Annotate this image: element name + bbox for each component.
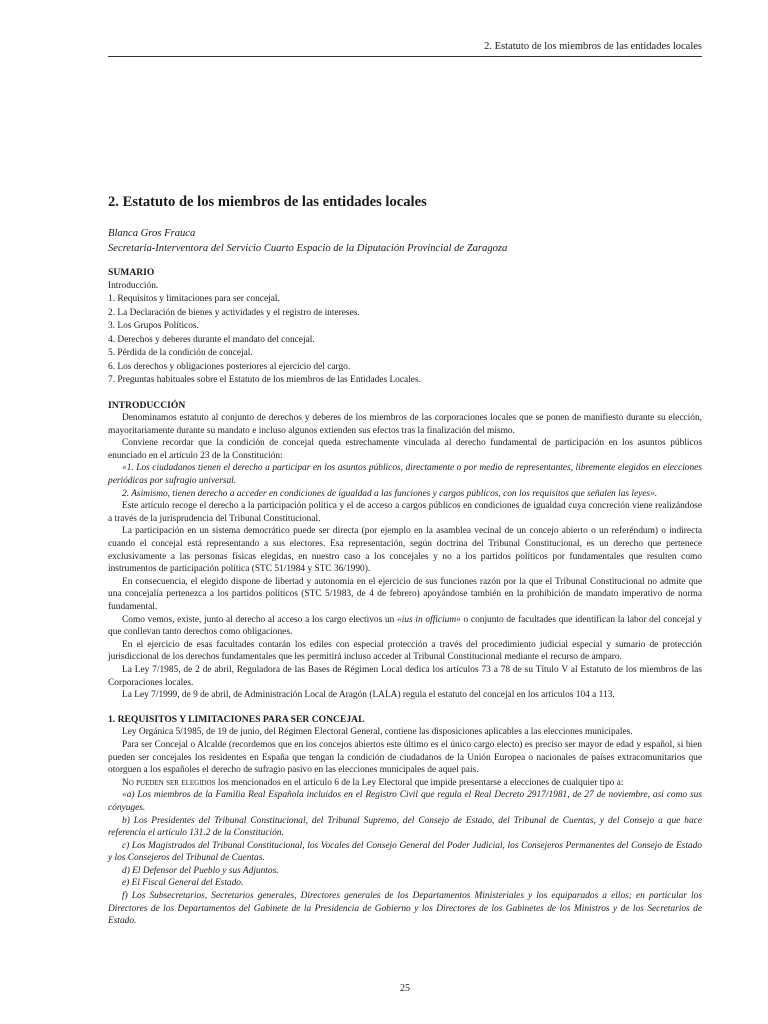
summary-item: 7. Preguntas habituales sobre el Estatuto de los miembros de las Entidades Locales. [108, 375, 421, 385]
text-run: o conjunto de facultades que identifican la labor del concejal y que conllevan tanto derechos como obligaciones. [108, 614, 702, 638]
paragraph: Este artículo recoge el derecho a la participación política y el de acceso a cargos públicos en condiciones de igualdad cuya concreción viene realizándose a través de la jurisprudencia del Tribunal Constitucional. [108, 501, 702, 524]
author-affiliation: Secretaria-Interventora del Servicio Cuarto Espacio de la Diputación Provincial de Zaragoza [108, 243, 508, 254]
paragraph [108, 614, 702, 639]
quote-paragraph: «1. Los ciudadanos tienen el derecho a participar en los asuntos públicos, directamente o por medio de representantes, libremente elegidos en elecciones periódicas por sufragio universal. [108, 463, 702, 487]
quote-paragraph: 2. Asimismo, tienen derecho a acceder en condiciones de igualdad a las funciones y cargos públicos, con los requisitos que señalen las leyes». [122, 488, 658, 499]
requirements-heading: 1. REQUISITOS Y LIMITACIONES PARA SER CONCEJAL [108, 713, 365, 725]
paragraph: En el ejercicio de esas facultades contarán los ediles con especial protección a través del procedimiento judicial especial y sumario de protección jurisdiccional de los derechos fundamentales que les permitirá incluso acceder al Tribunal Constitucional mediante el recurso de amparo. [108, 639, 702, 663]
page-content [108, 192, 702, 928]
paragraph: La Ley 7/1999, de 9 de abril, de Administración Local de Aragón (LALA) regula el estatuto del concejal en los artículos 104 a 113. [122, 690, 615, 701]
list-item: «a) Los miembros de la Familia Real Española incluidos en el Registro Civil que regula el Real Decreto 2917/1981, de 27 de noviembre, así como sus cónyuges. [108, 790, 702, 813]
page-number: 25 [400, 983, 410, 994]
list-item: b) Los Presidentes del Tribunal Constitucional, del Tribunal Supremo, del Consejo de Estado, del Tribunal de Cuentas, y del Consejo a que hace referencia el artículo 131.2 de la Constitución. [108, 815, 702, 839]
introduction-section [108, 400, 702, 702]
running-header: 2. Estatuto de los miembros de las entidades locales [484, 41, 702, 52]
list-item: f) Los Subsecretarios, Secretarios generales, Directores generales de los Departamentos Ministeriales y los equiparados a ellos; en particular los Directores de los Departamentos del Gabinete de la Presidencia de Gobierno y los Directores de los Gabinetes de los Ministros y de los Secretarios de Estado. [108, 891, 702, 927]
author-name: Blanca Gros Frauca [108, 228, 196, 239]
paragraph: La participación en un sistema democrático puede ser directa (por ejemplo en la asamblea vecinal de un concejo abierto o un referéndum) o indirecta cuando el concejal está representando a sus electores. Esa representación, según doctrina del Tribunal Constitucional, es un derecho que pertenece exclusivamente a las personas físicas elegidas, en nuestro caso a los concejales y no a los partidos políticos por fundamentales que resulten como instrumentos de participación política (STC 51/1984 y STC 36/1990). [108, 526, 702, 575]
summary-item: 6. Los derechos y obligaciones posteriores al ejercicio del cargo. [108, 361, 351, 372]
section-spacer [108, 702, 702, 714]
latin-term: «ius in officium» [397, 614, 461, 625]
paragraph: Ley Orgánica 5/1985, de 19 de junio, del Régimen Electoral General, contiene las disposiciones aplicables a las elecciones municipales. [122, 727, 633, 738]
summary-item: Introducción. [108, 280, 159, 291]
header-rule [108, 56, 702, 57]
summary-heading: SUMARIO [108, 267, 155, 278]
text-run: Como vemos, existe, junto al derecho al acceso a los cargo electivos un [122, 614, 398, 625]
summary-section [108, 266, 702, 388]
list-item: e) El Fiscal General del Estado. [122, 878, 244, 889]
paragraph: En consecuencia, el elegido dispone de libertad y autonomía en el ejercicio de sus funciones razón por la que el Tribunal Constitucional no admite que una concejalía pertenezca a los partidos políticos (STC 5/1983, de 4 de febrero) apoyándose también en la prohibición de mandato imperativo de norma fundamental. [108, 576, 702, 612]
summary-item: 2. La Declaración de bienes y actividades y el registro de intereses. [108, 307, 360, 318]
paragraph: Para ser Concejal o Alcalde (recordemos que en los concejos abiertos este último es el único cargo electo) es preciso ser mayor de edad y español, si bien pueden ser concejales los residentes en España que tengan la condición de ciudadanos de la Unión Europea o nacionales de países extracomunitarios que otorguen a los españoles el derecho de sufragio pasivo en las elecciones municipales de aquel país. [108, 739, 702, 776]
text-run: los mencionados en el artículo 6 de la Ley Electoral que impide presentarse a elecciones de cualquier tipo a: [215, 777, 624, 788]
list-item: c) Los Magistrados del Tribunal Constitucional, los Vocales del Consejo General del Poder Judicial, los Consejeros Permanentes del Consejo de Estado y los Consejeros del Tribunal de Cuentas. [108, 840, 702, 864]
paragraph: Conviene recordar que la condición de concejal queda estrechamente vinculada al derecho fundamental de participación en los asuntos públicos enunciado en el artículo 23 de la Constitución: [108, 438, 702, 461]
list-item: d) El Defensor del Pueblo y sus Adjuntos. [122, 865, 279, 876]
introduction-heading: INTRODUCCIÓN [108, 399, 186, 411]
small-caps-run: No pueden ser elegidos [122, 777, 216, 788]
requirements-section [108, 714, 702, 928]
paragraph: La Ley 7/1985, de 2 de abril, Reguladora de las Bases de Régimen Local dedica los artículos 73 a 78 de su Título V al Estatuto de los miembros de las Corporaciones locales. [108, 664, 702, 688]
paragraph [108, 777, 702, 790]
summary-item: 4. Derechos y deberes durante el mandato del concejal. [108, 334, 315, 345]
summary-item: 5. Pérdida de la condición de concejal. [108, 348, 253, 358]
article-title: 2. Estatuto de los miembros de las entidades locales [108, 194, 427, 210]
paragraph: Denominamos estatuto al conjunto de derechos y deberes de los miembros de las corporaciones locales que se ponen de manifiesto durante su elección, mayoritariamente durante su mandato e incluso algunos extienden sus efectos tras la finalización del mismo. [108, 413, 702, 436]
summary-item: 3. Los Grupos Políticos. [108, 321, 199, 331]
summary-item: 1. Requisitos y limitaciones para ser concejal. [108, 294, 280, 304]
